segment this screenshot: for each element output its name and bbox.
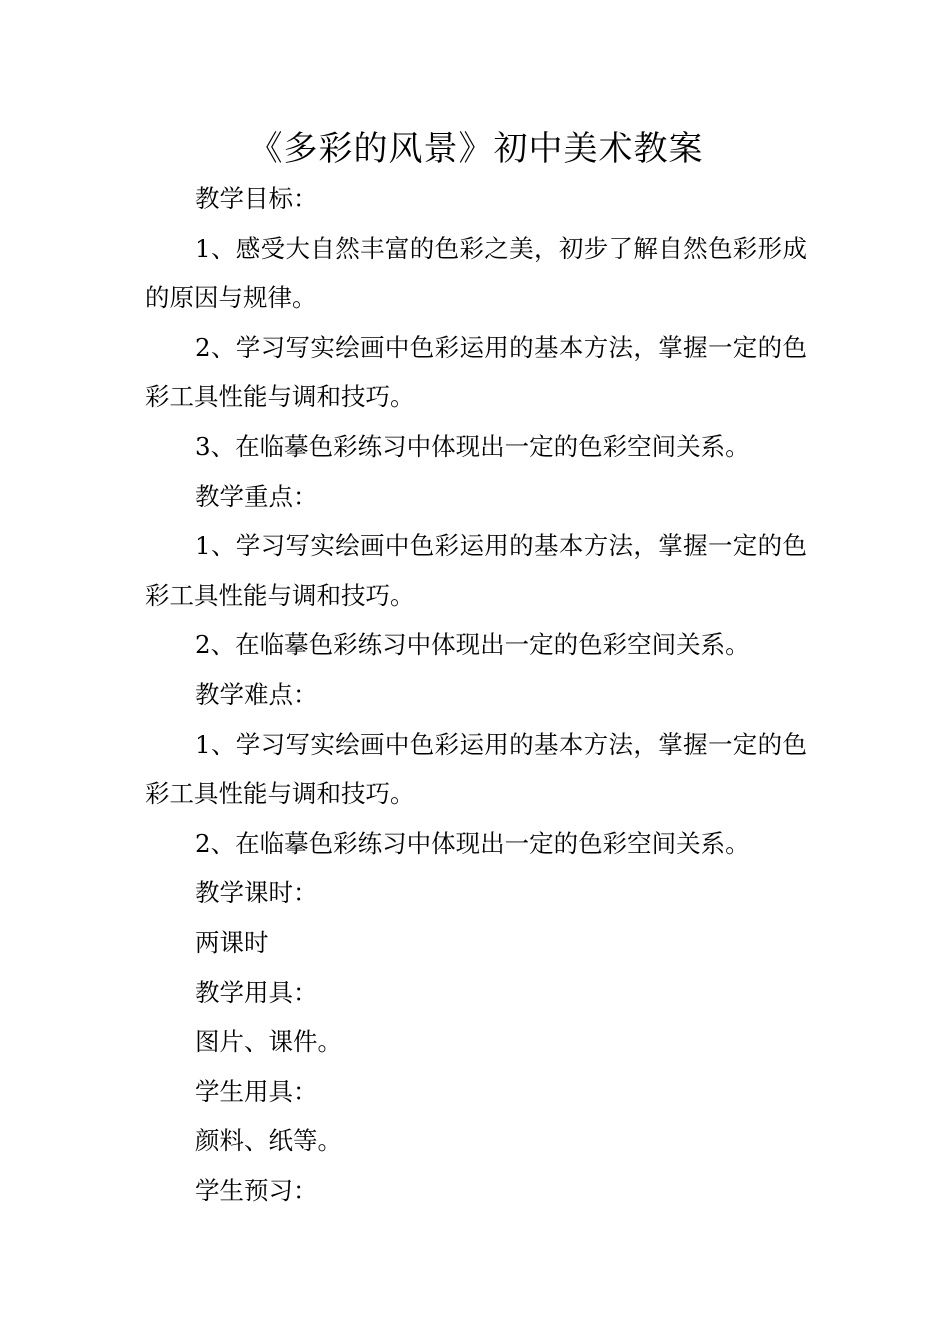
paragraph-student-preview-heading: 学生预习： (195, 1175, 318, 1205)
paragraph-key-points-heading: 教学重点： (195, 481, 318, 511)
paragraph-difficulty-1: 1、学习写实绘画中色彩运用的基本方法，掌握一定的色彩工具性能与调和技巧。 (145, 729, 807, 809)
paragraph-key-point-1: 1、学习写实绘画中色彩运用的基本方法，掌握一定的色彩工具性能与调和技巧。 (145, 531, 807, 610)
paragraph-teaching-tools-heading: 教学用具： (195, 977, 318, 1007)
paragraph-student-tools-heading: 学生用具： (195, 1076, 318, 1106)
paragraph-goal-3: 3、在临摹色彩练习中体现出一定的色彩空间关系。 (195, 431, 750, 461)
paragraph-class-hours: 两课时 (195, 927, 269, 957)
document-body (145, 174, 807, 1215)
paragraph-key-point-2: 2、在临摹色彩练习中体现出一定的色彩空间关系。 (195, 630, 750, 660)
paragraph-class-hours-heading: 教学课时： (195, 878, 318, 908)
paragraph-difficulties-heading: 教学难点： (195, 679, 318, 709)
paragraph-goal-2: 2、学习写实绘画中色彩运用的基本方法，掌握一定的色彩工具性能与调和技巧。 (145, 332, 807, 412)
paragraph-goal-1: 1、感受大自然丰富的色彩之美，初步了解自然色彩形成的原因与规律。 (145, 233, 807, 313)
paragraph-teaching-tools: 图片、课件。 (195, 1027, 342, 1057)
document-page (145, 122, 807, 1215)
paragraph-teaching-goals-heading: 教学目标： (195, 184, 318, 213)
paragraph-student-tools: 颜料、纸等。 (195, 1126, 342, 1156)
document-title: 《多彩的风景》初中美术教案 (248, 129, 704, 169)
paragraph-difficulty-2: 2、在临摹色彩练习中体现出一定的色彩空间关系。 (195, 828, 750, 858)
